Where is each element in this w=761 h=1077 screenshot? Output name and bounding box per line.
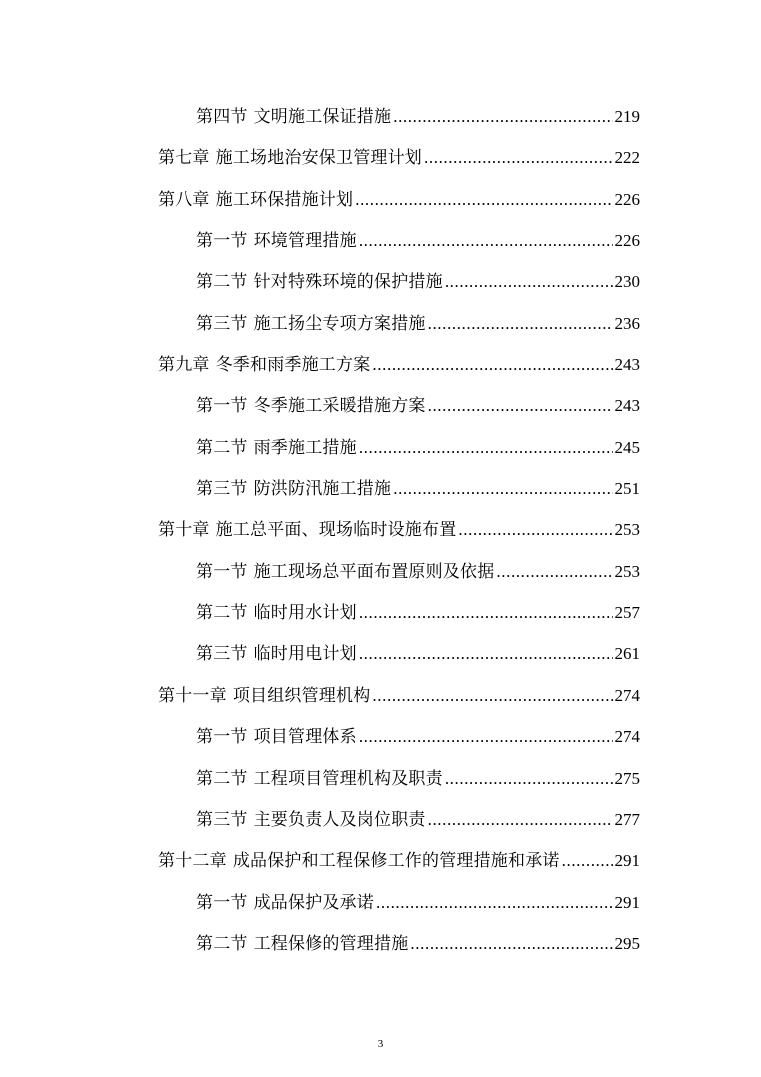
toc-leader-dots [359,633,613,674]
toc-entry-label: 第二节 临时用水计划 [196,603,357,624]
toc-entry-label: 第二节 工程项目管理机构及职责 [196,768,443,789]
toc-entry-page: 226 [614,189,640,209]
toc-entry-label: 第一节 环境管理措施 [196,231,357,252]
toc-entry-page: 275 [614,768,640,788]
toc-entry-label: 第三节 主要负责人及岗位职责 [196,809,426,830]
toc-entry-label: 第十一章 项目组织管理机构 [158,685,371,706]
toc-entry-page: 245 [614,437,640,457]
toc-entry-page: 236 [614,313,640,333]
toc-entry-label: 第一节 冬季施工采暖措施方案 [196,396,426,417]
toc-entry-page: 243 [614,355,640,375]
toc-leader-dots [445,758,613,799]
toc-entry-chapter[interactable] [158,137,640,178]
toc-leader-dots [428,799,613,840]
toc-leader-dots [562,840,613,881]
toc-entry-label: 第二节 针对特殊环境的保护措施 [196,272,443,293]
toc-leader-dots [496,551,612,592]
toc-entry-section[interactable] [158,716,640,757]
toc-leader-dots [372,675,612,716]
toc-leader-dots [359,220,613,261]
toc-leader-dots [359,592,613,633]
toc-entry-section[interactable] [158,882,640,923]
toc-leader-dots [428,385,613,426]
toc-entry-section[interactable] [158,261,640,302]
toc-entry-section[interactable] [158,592,640,633]
toc-entry-label: 第三节 临时用电计划 [196,644,357,665]
toc-entry-label: 第八章 施工环保措施计划 [158,189,354,210]
toc-entry-label: 第十章 施工总平面、现场临时设施布置 [158,520,457,541]
toc-entry-section[interactable] [158,799,640,840]
toc-entry-label: 第三节 施工扬尘专项方案措施 [196,313,426,334]
toc-entry-label: 第三节 防洪防汛施工措施 [196,479,392,500]
toc-entry-page: 253 [614,520,640,540]
toc-entry-label: 第一节 施工现场总平面布置原则及依据 [196,561,495,582]
toc-entry-label: 第一节 成品保护及承诺 [196,892,375,913]
toc-entry-label: 第四节 文明施工保证措施 [196,107,392,127]
toc-entry-section[interactable] [158,385,640,426]
toc-entry-section[interactable] [158,303,640,344]
toc-entry-page: 291 [614,892,640,912]
toc-leader-dots [355,179,612,220]
toc-leader-dots [359,427,613,468]
toc-entry-page: 261 [614,644,640,664]
toc-entry-chapter[interactable] [158,179,640,220]
toc-entry-page: 243 [614,396,640,416]
toc-entry-label: 第九章 冬季和雨季施工方案 [158,355,371,376]
toc-entry-page: 291 [614,851,640,871]
toc-leader-dots [359,716,613,757]
toc-entry-page: 274 [614,685,640,705]
toc-entry-section[interactable] [158,96,640,137]
toc-leader-dots [424,137,612,178]
toc-leader-dots [410,923,612,964]
toc-entry-section[interactable] [158,758,640,799]
toc-entry-page: 274 [614,727,640,747]
toc-entry-chapter[interactable] [158,344,640,385]
toc-entry-section[interactable] [158,633,640,674]
toc-entry-page: 277 [614,809,640,829]
page-number: 3 [377,1038,384,1050]
toc-entry-label: 第一节 项目管理体系 [196,727,357,748]
toc-entry-page: 226 [614,231,640,251]
toc-entry-chapter[interactable] [158,840,640,881]
toc-entry-page: 257 [614,603,640,623]
toc-entry-page: 230 [614,272,640,292]
toc-entry-chapter[interactable] [158,509,640,550]
toc-entry-page: 253 [614,561,640,581]
toc-entry-section[interactable] [158,551,640,592]
toc-leader-dots [372,344,612,385]
toc-leader-dots [428,303,613,344]
toc-entry-page: 219 [614,107,640,126]
toc-leader-dots [445,261,613,302]
toc-entry-label: 第二节 工程保修的管理措施 [196,933,409,954]
toc-entry-page: 222 [614,148,640,168]
toc-entry-label: 第十二章 成品保护和工程保修工作的管理措施和承诺 [158,851,560,872]
toc-entry-page: 295 [614,933,640,953]
toc-entry-section[interactable] [158,427,640,468]
toc-entry-label: 第七章 施工场地治安保卫管理计划 [158,148,423,169]
toc-leader-dots [393,96,612,137]
toc-entry-page: 251 [614,479,640,499]
toc-leader-dots [376,882,612,923]
toc-entry-section[interactable] [158,468,640,509]
table-of-contents [158,96,640,964]
toc-entry-section[interactable] [158,220,640,261]
toc-leader-dots [458,509,612,550]
toc-leader-dots [393,468,612,509]
toc-entry-section[interactable] [158,923,640,964]
toc-entry-chapter[interactable] [158,675,640,716]
toc-entry-label: 第二节 雨季施工措施 [196,437,357,458]
